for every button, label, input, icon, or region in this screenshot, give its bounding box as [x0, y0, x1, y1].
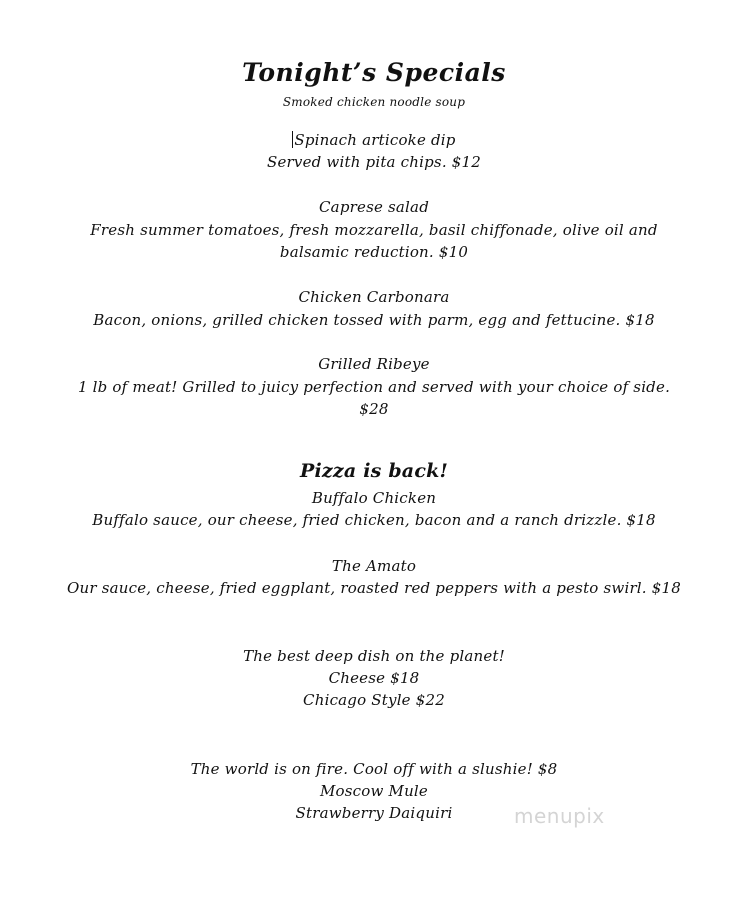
deep-dish-option: Chicago Style $22 — [303, 691, 445, 709]
soup-of-the-day: Smoked chicken noodle soup — [282, 95, 466, 109]
slushie-option: Moscow Mule — [319, 782, 429, 800]
special-name: Chicken Carbonara — [298, 288, 450, 306]
pizza-heading: Pizza is back! — [299, 460, 448, 482]
special-description: 1 lb of meat! Grilled to juicy perfection and served with your choice of side. — [77, 378, 671, 396]
pizza-description: Buffalo sauce, our cheese, fried chicken, bacon and a ranch drizzle. $18 — [92, 511, 656, 529]
watermark-logo: menupix — [514, 804, 605, 828]
special-description: balsamic reduction. $10 — [279, 243, 469, 261]
special-description: $28 — [359, 400, 389, 418]
special-description: Served with pita chips. $12 — [266, 153, 481, 171]
special-name-text: Spinach articoke dip — [294, 131, 456, 149]
pizza-description: Our sauce, cheese, fried eggplant, roasted red peppers with a pesto swirl. $18 — [67, 579, 681, 597]
slushie-option: Strawberry Daiquiri — [295, 804, 453, 822]
deep-dish-heading: The best deep dish on the planet! — [243, 647, 505, 665]
pizza-name: The Amato — [331, 557, 417, 575]
special-description: Bacon, onions, grilled chicken tossed with parm, egg and fettucine. $18 — [93, 311, 655, 329]
page-title: Tonight’s Specials — [242, 58, 506, 87]
special-name — [0, 130, 748, 150]
deep-dish-option: Cheese $18 — [328, 669, 420, 687]
special-description: Fresh summer tomatoes, fresh mozzarella, basil chiffonade, olive oil and — [90, 221, 658, 239]
special-name: Grilled Ribeye — [318, 355, 430, 373]
pizza-name: Buffalo Chicken — [311, 489, 437, 507]
slushie-heading: The world is on fire. Cool off with a slushie! $8 — [190, 760, 558, 778]
special-name: Caprese salad — [319, 198, 429, 216]
